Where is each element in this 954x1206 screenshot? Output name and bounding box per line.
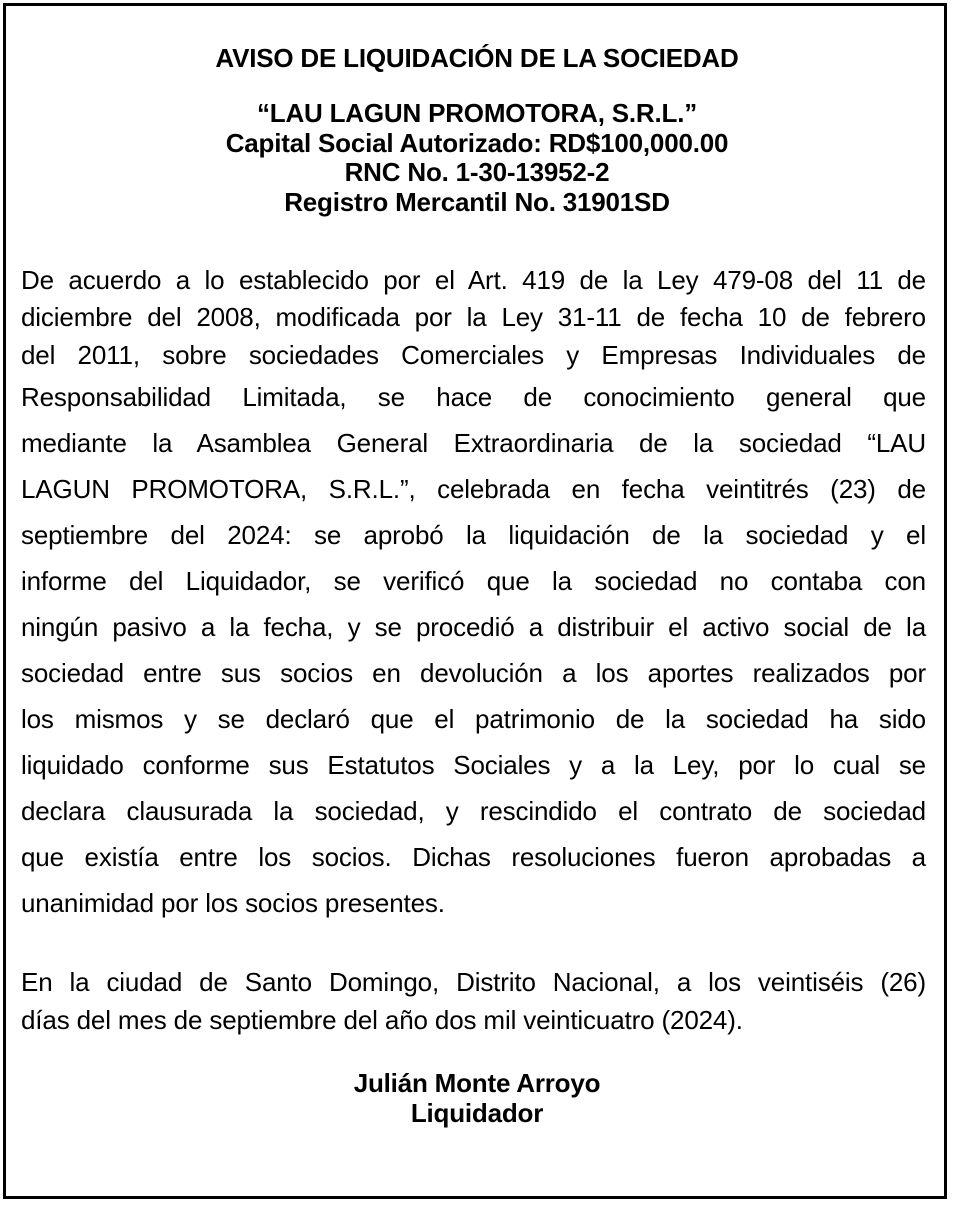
signature-block xyxy=(0,1068,954,1128)
paragraph-line: que existía entre los socios. Dichas resoluciones fueron aprobadas a xyxy=(21,842,926,872)
paragraph-line: informe del Liquidador, se verificó que la sociedad no contaba con xyxy=(21,566,926,596)
paragraph-line: LAGUN PROMOTORA, S.R.L.”, celebrada en fecha veintitrés (23) de xyxy=(21,474,926,504)
commercial-registry: Registro Mercantil No. 31901SD xyxy=(284,186,670,217)
paragraph-line: días del mes de septiembre del año dos mil veinticuatro (2024). xyxy=(21,1005,743,1035)
notice-title: AVISO DE LIQUIDACIÓN DE LA SOCIEDAD xyxy=(215,43,739,73)
paragraph-line: En la ciudad de Santo Domingo, Distrito Nacional, a los veintiséis (26) xyxy=(21,967,926,997)
paragraph-line: sociedad entre sus socios en devolución a los aportes realizados por xyxy=(21,658,926,688)
paragraph-line: Responsabilidad Limitada, se hace de conocimiento general que xyxy=(21,382,926,412)
rnc-number: RNC No. 1-30-13952-2 xyxy=(344,157,610,187)
paragraph-line: liquidado conforme sus Estatutos Sociales y a la Ley, por lo cual se xyxy=(21,750,926,780)
authorized-capital: Capital Social Autorizado: RD$100,000.00 xyxy=(225,127,729,158)
date-place-paragraph xyxy=(21,963,926,1039)
paragraph-line: mediante la Asamblea General Extraordinaria de la sociedad “LAU xyxy=(21,428,926,458)
liquidation-paragraph xyxy=(21,262,926,926)
signatory-role: Liquidador xyxy=(410,1098,544,1128)
paragraph-line: septiembre del 2024: se aprobó la liquidación de la sociedad y el xyxy=(21,520,926,550)
paragraph-line: declara clausurada la sociedad, y rescindido el contrato de sociedad xyxy=(21,796,926,826)
paragraph-line: diciembre del 2008, modificada por la Ley 31-11 de fecha 10 de febrero xyxy=(21,302,926,332)
company-details xyxy=(0,99,954,217)
paragraph-line: ningún pasivo a la fecha, y se procedió a distribuir el activo social de la xyxy=(21,612,926,642)
paragraph-line: los mismos y se declaró que el patrimonio de la sociedad ha sido xyxy=(21,704,926,734)
paragraph-line: del 2011, sobre sociedades Comerciales y Empresas Individuales de xyxy=(21,340,926,370)
paragraph-line: De acuerdo a lo establecido por el Art. 419 de la Ley 479-08 del 11 de xyxy=(21,265,926,295)
signatory-name: Julián Monte Arroyo xyxy=(353,1068,601,1098)
company-name: “LAU LAGUN PROMOTORA, S.R.L.” xyxy=(256,98,698,128)
paragraph-line: unanimidad por los socios presentes. xyxy=(21,888,445,918)
